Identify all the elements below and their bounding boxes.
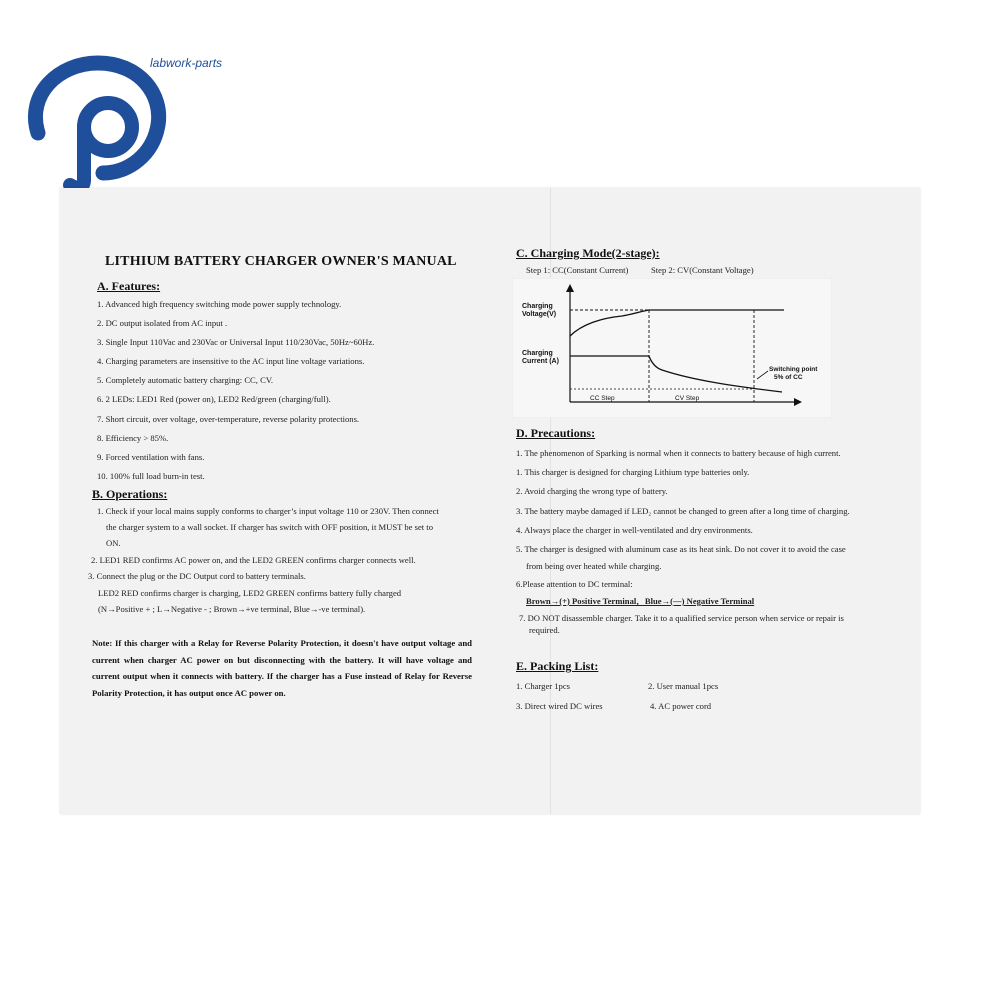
operations-heading: B. Operations:: [92, 487, 168, 501]
manual-sheet: [60, 188, 920, 814]
feature-item: 5. Completely automatic battery charging: CC, CV.: [97, 375, 274, 385]
precaution-item: 3. The battery maybe damaged if LED₂ cannot be changed to green after a long time of charging.: [516, 506, 850, 516]
precaution-item: from being over heated while charging.: [526, 561, 662, 571]
precaution-item: 1. This charger is designed for charging Lithium type batteries only.: [516, 467, 750, 477]
precautions-heading: D. Precautions:: [516, 426, 596, 440]
switching-point-label: Switching point: [769, 366, 818, 373]
charging-step-1: Step 1: CC(Constant Current): [526, 265, 629, 275]
operation-item: the charger system to a wall socket. If charger has switch with OFF position, it MUST be set to: [106, 522, 433, 532]
cv-step-label: CV Step: [675, 395, 700, 402]
operation-item: (N→Positive + ; L→Negative - ; Brown→+ve terminal, Blue→-ve terminal).: [98, 604, 366, 614]
operation-item: ON.: [106, 538, 121, 548]
charging-step-2: Step 2: CV(Constant Voltage): [651, 265, 754, 275]
operation-item: LED2 RED confirms charger is charging, LED2 GREEN confirms battery fully charged: [98, 588, 402, 598]
feature-item: 3. Single Input 110Vac and 230Vac or Universal Input 110/230Vac, 50Hz~60Hz.: [97, 337, 375, 347]
precaution-item: 1. The phenomenon of Sparking is normal when it connects to battery because of high current.: [516, 448, 841, 458]
precaution-item: required.: [529, 625, 560, 635]
operation-item: 2. LED1 RED confirms AC power on, and the LED2 GREEN confirms charger connects well.: [91, 555, 416, 565]
polarity-note: Note: If this charger with a Relay for Reverse Polarity Protection, it doesn't have output voltage and current when charger AC power on but disconnecting with the battery. It will have voltage and current output when it connects with battery. If the charger has a Fuse instead of Relay for Reverse Polarity Protection, it has output once AC power on.: [92, 638, 472, 698]
precaution-item: 4. Always place the charger in well-ventilated and dry environments.: [516, 525, 753, 535]
current-label-1: Charging: [522, 350, 553, 357]
precaution-item: 7. DO NOT disassemble charger. Take it to a qualified service person when service or repair is: [519, 613, 844, 623]
packing-item: 2. User manual 1pcs: [648, 681, 719, 691]
feature-item: 8. Efficiency > 85%.: [97, 433, 169, 443]
feature-item: 7. Short circuit, over voltage, over-temperature, reverse polarity protections.: [97, 414, 360, 424]
current-label-2: Current (A): [522, 358, 559, 365]
feature-item: 2. DC output isolated from AC input .: [97, 318, 228, 328]
charging-curve-chart: [512, 278, 832, 418]
precaution-item: 6.Please attention to DC terminal:: [516, 579, 633, 589]
feature-item: 10. 100% full load burn-in test.: [97, 471, 205, 481]
feature-item: 9. Forced ventilation with fans.: [97, 452, 205, 462]
feature-item: 6. 2 LEDs: LED1 Red (power on), LED2 Red/green (charging/full).: [97, 394, 331, 404]
feature-item: 4. Charging parameters are insensitive to the AC input line voltage variations.: [97, 356, 365, 366]
cc-step-label: CC Step: [590, 395, 615, 402]
brand-name: labwork-parts: [150, 56, 223, 70]
dc-terminal-colors: Brown→(+) Positive Terminal，Blue→(—) Negative Terminal: [526, 596, 755, 606]
packing-item: 4. AC power cord: [650, 701, 712, 711]
precaution-item: 5. The charger is designed with aluminum case as its heat sink. Do not cover it to avoid the case: [516, 544, 846, 554]
feature-item: 1. Advanced high frequency switching mode power supply technology.: [97, 299, 342, 309]
voltage-label-2: Voltage(V): [522, 311, 557, 318]
features-heading: A. Features:: [97, 279, 161, 293]
packing-item: 3. Direct wired DC wires: [516, 701, 603, 711]
charging-mode-heading: C. Charging Mode(2-stage):: [516, 246, 660, 260]
voltage-label-1: Charging: [522, 303, 553, 310]
packing-item: 1. Charger 1pcs: [516, 681, 571, 691]
switching-percent-label: 5% of CC: [774, 374, 803, 381]
precaution-item: 2. Avoid charging the wrong type of battery.: [516, 486, 668, 496]
operation-item: 3. Connect the plug or the DC Output cord to battery terminals.: [88, 571, 306, 581]
operation-item: 1. Check if your local mains supply conforms to charger’s input voltage 110 or 230V. Then connect: [97, 506, 439, 516]
packing-heading: E. Packing List:: [516, 659, 599, 673]
manual-title: LITHIUM BATTERY CHARGER OWNER'S MANUAL: [105, 254, 457, 269]
labwork-logo-icon: [18, 55, 168, 190]
